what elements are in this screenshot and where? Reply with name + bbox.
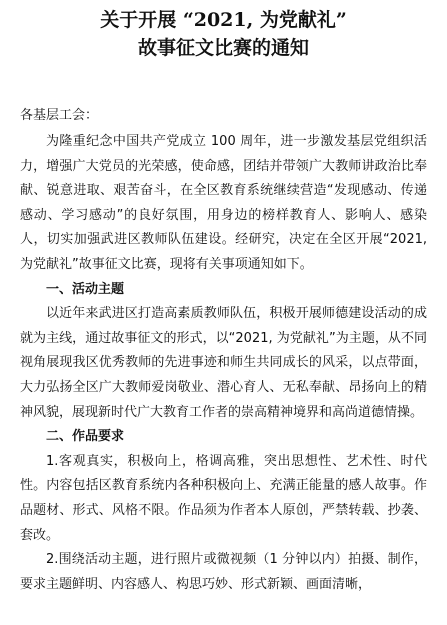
title-line-2: 故事征文比赛的通知	[137, 37, 309, 59]
intro-paragraph: 为隆重纪念中国共产党成立 100 周年，进一步激发基层党组织活力，增强广大党员的光荣感，使命感，团结并带领广大教师讲政治比奉献、锐意进取、艰苦奋斗，在全区教育系统继续营造“发现感动、传递感动、学习感动”的良好氛围，用身边的榜样教育人、影响人、感染人，切实加强武进区教师队伍建设。经研究，决定在全区开展“2021, 为党献礼”故事征文比赛，现将有关事项通知如下。	[20, 134, 427, 272]
title-line-1: 关于开展 “2021, 为党献礼”	[100, 9, 347, 31]
notice-title	[20, 6, 427, 62]
section-paragraph: 以近年来武进区打造高素质教师队伍，积极开展师德建设活动的成就为主线，通过故事征文的形式，以“2021, 为党献礼”为主题，从不同视角展现我区优秀教师的先进事迹和师生共同成长的风采，以点带面，大力弘扬全区广大教师爱岗敬业、潜心育人、无私奉献、昂扬向上的精神风貌，展现新时代广大教育工作者的崇高精神境界和高尚道德情操。	[20, 306, 427, 420]
requirement-item-1: 1.客观真实，积极向上，格调高雅，突出思想性、艺术性、时代性。内容包括区教育系统内各种积极向上、充满正能量的感人故事。作品题材、形式、风格不限。作品须为作者本人原创，严禁转载、抄袭、套改。	[20, 453, 427, 543]
section-requirements	[20, 425, 427, 597]
requirement-item-2: 2.围绕活动主题，进行照片或微视频（1 分钟以内）拍摄、制作，要求主题鲜明、内容感人、构思巧妙、形式新颖、画面清晰，	[20, 552, 427, 592]
salutation: 各基层工会：	[20, 108, 99, 123]
section-heading-requirements: 二、作品要求	[46, 429, 125, 445]
section-theme	[20, 278, 427, 426]
section-heading-theme: 一、活动主题	[46, 281, 125, 297]
